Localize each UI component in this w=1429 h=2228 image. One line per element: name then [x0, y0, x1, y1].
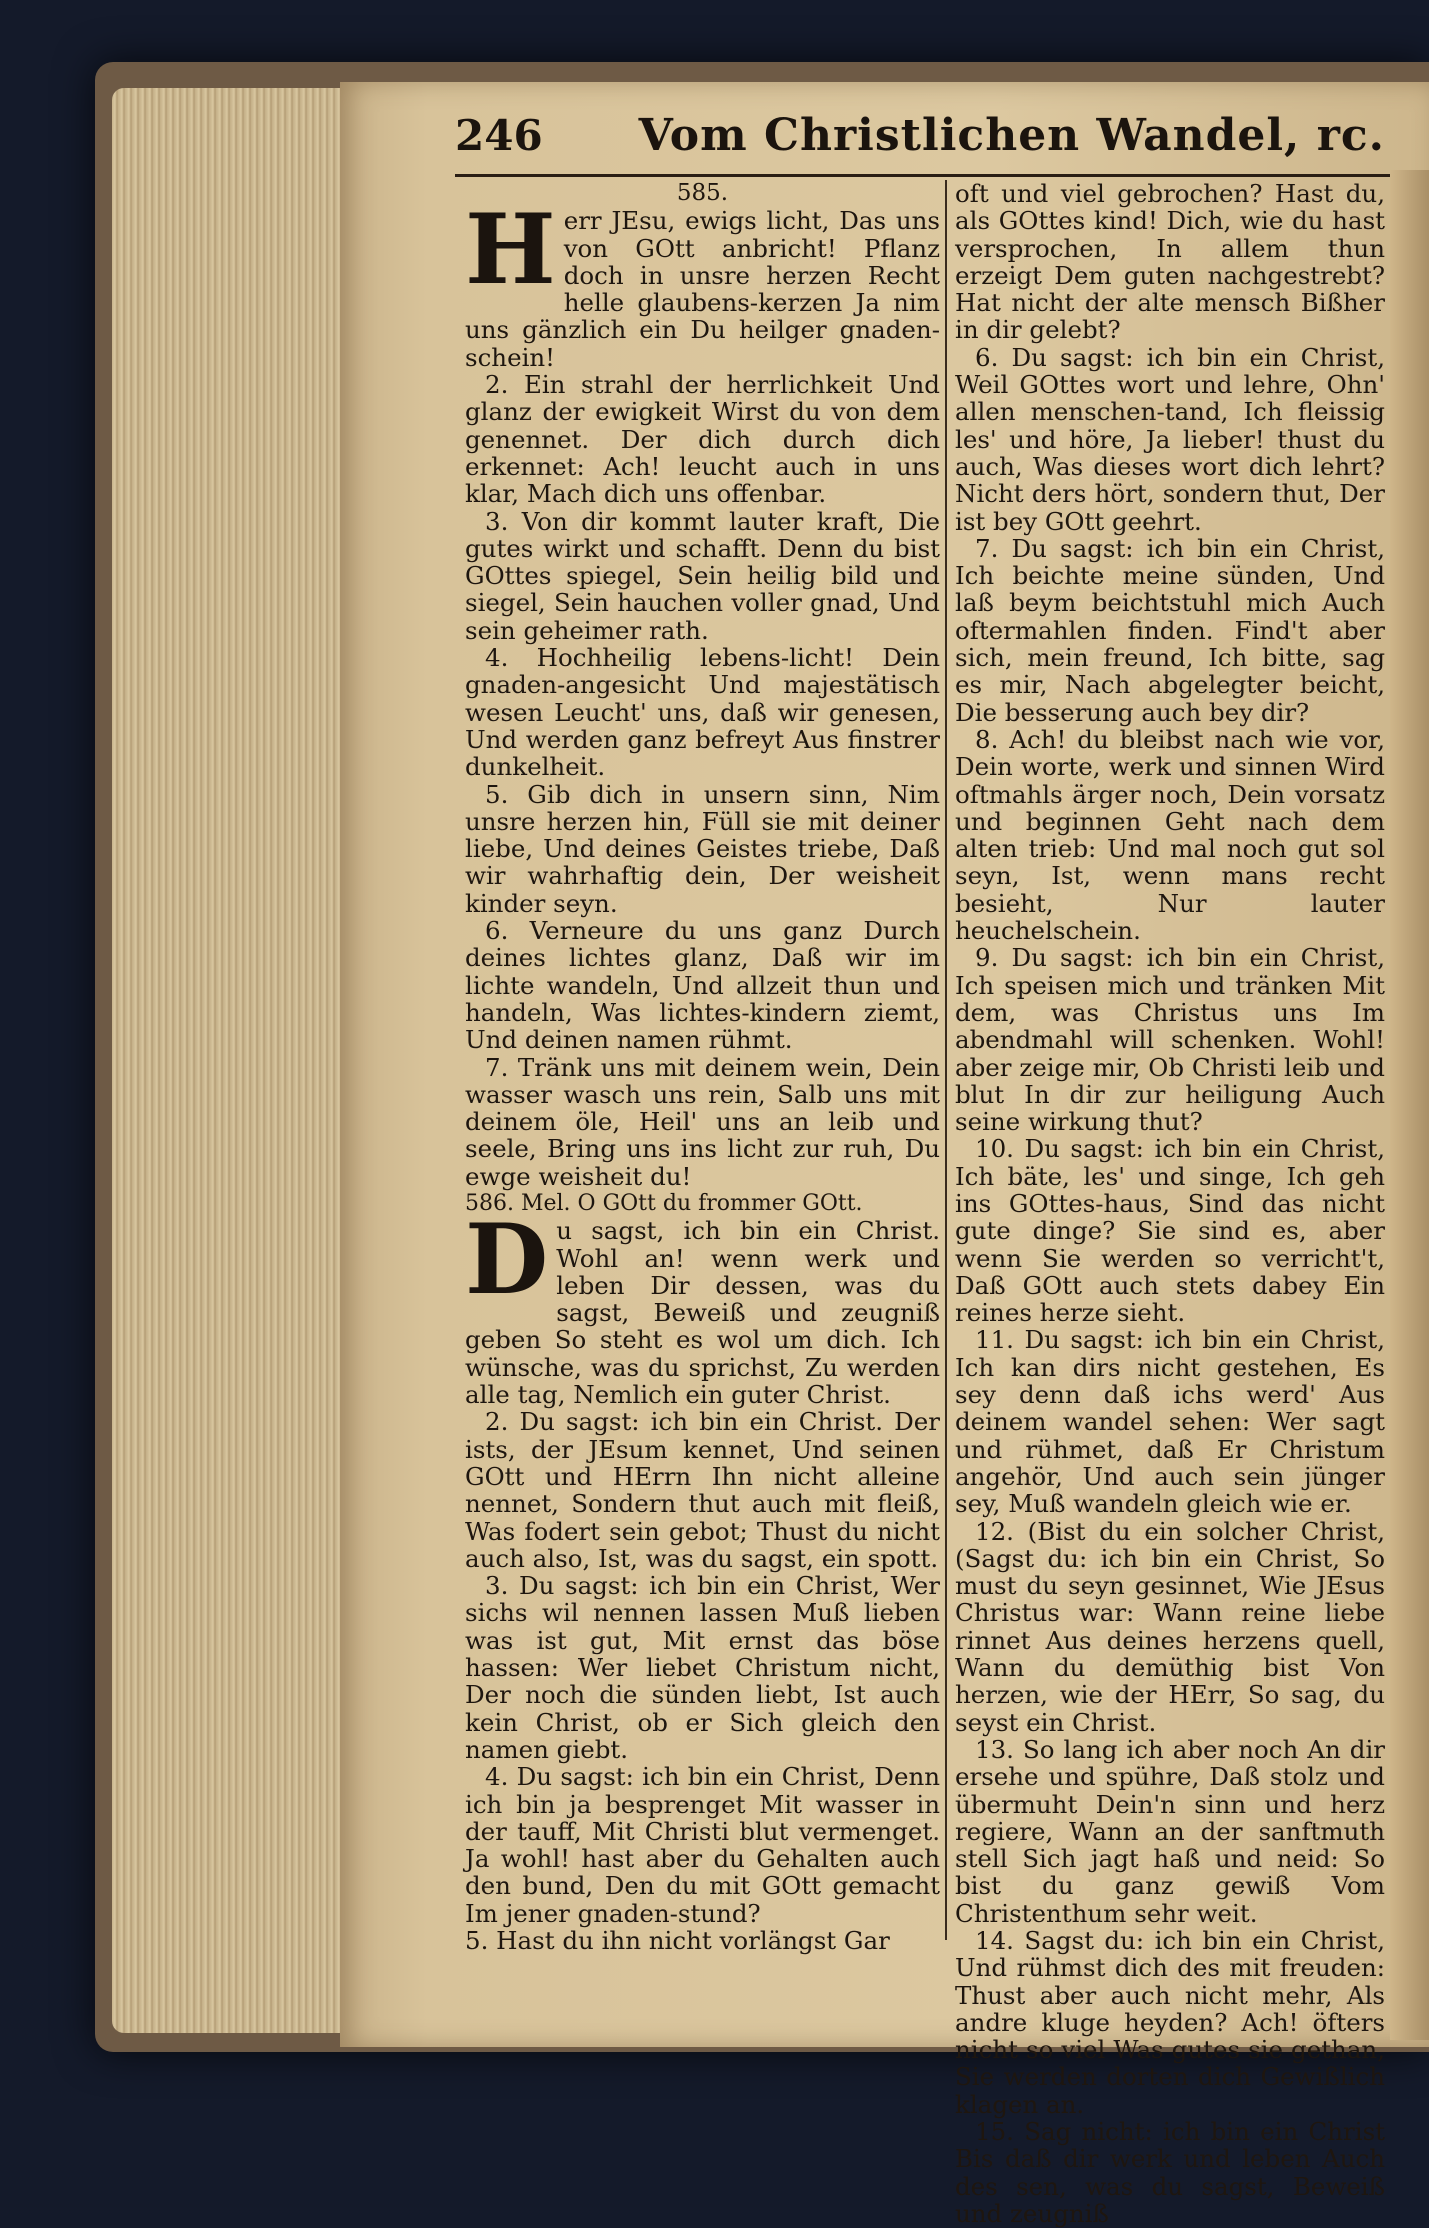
verse-text: u sagst, ich bin ein Christ. Wohl an! wenn werk und leben Dir dessen, was du sagst, Beweiß und zeugniß geben So steht es wol um dich. Ich wünsche, was du sprichst, Zu werden alle tag, Nemlich ein guter Christ. [465, 1216, 940, 1410]
hymn-585-number: 585. [676, 180, 729, 206]
hymn-586-verse-13: 13. So lang ich aber noch An dir ersehe und spühre, Daß stolz und übermuht Dein'n sinn und herz regiere, Wann an der sanftmuth stell Sich jagt haß und neid: So bist du ganz gewiß Vom Christenthum sehr weit. [955, 1734, 1385, 1928]
right-page-edge [1390, 170, 1429, 2040]
header-rule [455, 174, 1390, 177]
hymn-586-verse-12: 12. (Bist du ein solcher Christ, (Sagst du: ich bin ein Christ, So must du seyn gesinnet, Wie JEsus Christus war: Wann reine liebe rinnet Aus deines herzens quell, Wann du demüthig bist Von herzen, wie der HErr, So sag, du seyst ein Christ. [955, 1516, 1385, 1737]
hymn-585-verse-2: 2. Ein strahl der herrlichkeit Und glanz der ewigkeit Wirst du von dem genennet. Der dich durch dich erkennet: Ach! leucht auch in uns klar, Mach dich uns offenbar. [465, 370, 940, 509]
running-title: Vom Christlichen Wandel, rc. [638, 110, 1385, 161]
hymn-586-verse-6: 6. Du sagst: ich bin ein Christ, Weil GOttes wort und lehre, Ohn' allen menschen-tand, Ich fleissig les' und höre, Ja lieber! thust du auch, Was dieses wort dich lehrt? Nicht ders hört, sondern thut, Der ist bey GOtt geehrt. [955, 342, 1385, 536]
hymn-585-verse-3: 3. Von dir kommt lauter kraft, Die gutes wirkt und schafft. Denn du bist GOttes spiegel, Sein heilig bild und siegel, Sein hauchen voller gnad, Und sein geheimer rath. [465, 506, 940, 645]
page-number: 246 [455, 111, 543, 160]
hymn-586-verse-11: 11. Du sagst: ich bin ein Christ, Ich kan dirs nicht gestehen, Es sey denn daß ichs werd' Aus deinem wandel sehen: Wer sagt und rühmet, daß Er Christum angehör, Und auch sein jünger sey, Muß wandeln gleich wie er. [955, 1325, 1385, 1519]
hymn-586-number: 586. Mel. O GOtt du frommer GOtt. [465, 1190, 863, 1216]
hymn-586-verse-8: 8. Ach! du bleibst nach wie vor, Dein worte, werk und sinnen Wird oftmahls ärger noch, Dein vorsatz und beginnen Geht nach dem alten trieb: Und mal noch gut sol seyn, Ist, wenn mans recht besieht, Nur lauter heuchelschein. [955, 724, 1385, 946]
hymn-586-verse-5-continuation: oft und viel gebrochen? Hast du, als GOttes kind! Dich, wie du hast versprochen, In allem thun erzeigt Dem guten nachgestrebt? Hat nicht der alte mensch Bißher in dir gelebt? [955, 179, 1385, 345]
hymn-586-verse-7: 7. Du sagst: ich bin ein Christ, Ich beichte meine sünden, Und laß beym beichtstuhl mich Auch oftermahlen finden. Find't aber sich, mein freund, Ich bitte, sag es mir, Nach abgelegter beicht, Die besserung auch bey dir? [955, 533, 1385, 727]
verse-text: err JEsu, ewigs licht, Das uns von GOtt anbricht! Pflanz doch in unsre herzen Recht helle glaubens-kerzen Ja nim uns gänzlich ein Du heilger gnaden-schein! [465, 206, 940, 372]
left-column [465, 180, 940, 2030]
hymn-585-verse-6: 6. Verneure du uns ganz Durch deines lichtes glanz, Daß wir im lichte wandeln, Und allzeit thun und handeln, Was lichtes-kindern ziemt, Und deinen namen rühmt. [465, 916, 940, 1055]
hymn-585-verse-4: 4. Hochheilig lebens-licht! Dein gnaden-angesicht Und majestätisch wesen Leucht' uns, daß wir genesen, Und werden ganz befreyt Aus finstrer dunkelheit. [465, 643, 940, 782]
hymn-586-verse-9: 9. Du sagst: ich bin ein Christ, Ich speisen mich und tränken Mit dem, was Christus uns Im abendmahl will schenken. Wohl! aber zeige mir, Ob Christi leib und blut In dir zur heiligung Auch seine wirkung thut? [955, 943, 1385, 1137]
column-divider [945, 180, 947, 1940]
hymn-585-verse-5: 5. Gib dich in unsern sinn, Nim unsre herzen hin, Füll sie mit deiner liebe, Und deines Geistes triebe, Daß wir wahrhaftig dein, Der weisheit kinder seyn. [465, 779, 940, 918]
hymn-586-verse-2: 2. Du sagst: ich bin ein Christ. Der ists, der JEsum kennet, Und seinen GOtt und HErrn Ihn nicht alleine nennet, Sondern thut auch mit fleiß, Was fodert sein gebot; Thust du nicht auch also, Ist, was du sagst, ein spott. [465, 1407, 940, 1573]
dropcap-h: H [465, 193, 556, 307]
hymn-585-verse-7: 7. Tränk uns mit deinem wein, Dein wasser wasch uns rein, Salb uns mit deinem öle, Heil' uns an leib und seele, Bring uns ins licht zur ruh, Du ewge weisheit du! [465, 1052, 940, 1191]
hymn-586-verse-14: 14. Sagst du: ich bin ein Christ, Und rühmst dich des mit freuden: Thust aber auch nicht mehr, Als andre kluge heyden? Ach! öfters nicht so viel Was gutes sie gethan, Sie werden dorten dich Gewißlich klagen an. [955, 1926, 1385, 2119]
hymn-586-verse-15: 15. Sag nicht: ich bin ein Christ Bis daß dir werk und leben Auch des sen, was du sagst, Beweiß und zeugniß [955, 2117, 1385, 2228]
hymn-586-verse-5-start: 5. Hast du ihn nicht vorlängst Gar [465, 1926, 890, 1955]
page-edges [112, 88, 342, 2033]
hymn-586-verse-10: 10. Du sagst: ich bin ein Christ, Ich bäte, les' und singe, Ich geh ins GOttes-haus, Sind das nicht gute dinge? Sie sind es, aber wenn Sie werden so verricht't, Daß GOtt auch stets dabey Ein reines herze sieht. [955, 1134, 1385, 1328]
hymn-586-verse-4: 4. Du sagst: ich bin ein Christ, Denn ich bin ja besprenget Mit wasser in der tauff, Mit Christi blut vermenget. Ja wohl! hast aber du Gehalten auch den bund, Den du mit GOtt gemacht Im jener gnaden-stund? [465, 1762, 940, 1928]
page-header [455, 110, 1385, 170]
hymn-586-verse-3: 3. Du sagst: ich bin ein Christ, Wer sichs wil nennen lassen Muß lieben was ist gut, Mit ernst das böse hassen: Wer liebet Christum nicht, Der noch die sünden liebt, Ist auch kein Christ, ob er Sich gleich den namen giebt. [465, 1571, 940, 1764]
right-column [955, 179, 1385, 2228]
dropcap-d: D [465, 1203, 549, 1317]
